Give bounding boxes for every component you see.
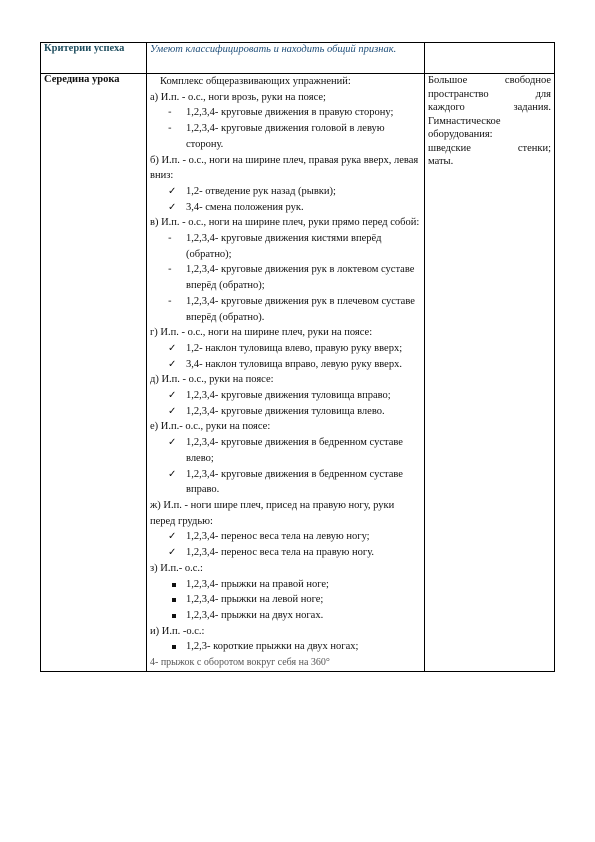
resources-line: Большое свободное	[428, 75, 551, 86]
resources-line: Гимнастическое	[428, 115, 501, 127]
exercise-item	[150, 294, 421, 325]
checkmark-icon: ✓	[168, 358, 177, 370]
lesson-table	[40, 42, 555, 672]
criteria-resources-cell	[425, 43, 555, 74]
exercise-group-title: ж) И.п. - ноги шире плеч, присед на правую ногу, руки перед грудью:	[150, 499, 395, 527]
exercise-item-text: 1,2,3,4- круговые движения головой в левую сторону.	[186, 123, 385, 150]
checkmark-icon: ✓	[168, 468, 177, 480]
square-bullet-icon	[172, 583, 176, 587]
exercise-item-text: 1,2,3- короткие прыжки на двух ногах;	[186, 641, 359, 653]
resources-cell	[425, 74, 555, 672]
resources-line: пространство для	[428, 88, 551, 100]
checkmark-icon: ✓	[168, 201, 177, 213]
exercise-item	[150, 545, 421, 561]
checkmark-icon: ✓	[168, 405, 177, 417]
checkmark-icon: ✓	[168, 390, 177, 402]
exercise-item	[150, 388, 421, 404]
exercise-item	[150, 435, 421, 466]
exercise-item-text: 1,2,3,4- перенос веса тела на правую ногу.	[186, 547, 375, 559]
exercise-item-text: 1,2,3,4- прыжки на левой ноге;	[186, 594, 324, 606]
exercise-item	[150, 262, 421, 293]
exercise-item	[150, 639, 421, 655]
exercise-item	[150, 592, 421, 608]
exercise-item-text: 1,2,3,4- прыжки на правой ноге;	[186, 578, 329, 590]
exercise-item-text: 1,2- наклон туловища влево, правую руку вверх;	[186, 342, 403, 354]
square-bullet-icon	[172, 614, 176, 618]
resources-text	[428, 74, 551, 169]
exercise-item-text: 1,2- отведение рук назад (рывки);	[186, 185, 336, 197]
exercise-item-text: 1,2,3,4- круговые движения в бедренном суставе влево;	[186, 437, 403, 464]
dash-bullet-icon: -	[168, 295, 172, 307]
resources-line: оборудования:	[428, 129, 493, 140]
lesson-middle-label: Середина урока	[41, 74, 147, 672]
exercise-item	[150, 529, 421, 545]
criteria-text: Умеют классифицировать и находить общий признак.	[147, 43, 425, 74]
exercise-group-title: и) И.п. -о.с.:	[150, 625, 205, 637]
exercise-item	[150, 577, 421, 593]
exercise-item-text: 1,2,3,4- круговые движения кистями вперёд (обратно);	[186, 233, 382, 260]
checkmark-icon: ✓	[168, 437, 177, 449]
exercise-item	[150, 357, 421, 373]
exercise-group-title: е) И.п.- о.с., руки на поясе:	[150, 421, 271, 433]
checkmark-icon: ✓	[168, 531, 177, 543]
exercise-group-title: а) И.п. - о.с., ноги врозь, руки на поясе;	[150, 91, 326, 103]
exercise-group-title: в) И.п. - о.с., ноги на ширине плеч, руки прямо перед собой:	[150, 217, 420, 229]
resources-line: маты.	[428, 156, 454, 167]
criteria-label: Критерии успеха	[41, 43, 147, 74]
lesson-middle-row	[41, 74, 555, 672]
exercise-item	[150, 231, 421, 262]
exercise-final: 4- прыжок с оборотом вокруг себя на 360°	[150, 657, 330, 669]
exercise-complex-cell	[147, 74, 425, 672]
exercise-group-title: г) И.п. - о.с., ноги на ширине плеч, руки на поясе:	[150, 327, 373, 339]
square-bullet-icon	[172, 598, 176, 602]
dash-bullet-icon: -	[168, 123, 172, 135]
exercise-item-text: 1,2,3,4- круговые движения в правую сторону;	[186, 107, 394, 119]
exercise-groups	[150, 90, 421, 655]
exercise-item-text: 3,4- наклон туловища вправо, левую руку вверх.	[186, 358, 402, 370]
exercise-item	[150, 121, 421, 152]
exercise-item	[150, 200, 421, 216]
resources-line: шведские стенки;	[428, 142, 551, 154]
exercise-item	[150, 608, 421, 624]
exercise-item	[150, 105, 421, 121]
square-bullet-icon	[172, 645, 176, 649]
exercise-item-text: 1,2,3,4- круговые движения туловища влево.	[186, 405, 385, 417]
checkmark-icon: ✓	[168, 342, 177, 354]
checkmark-icon: ✓	[168, 547, 177, 559]
exercise-intro: Комплекс общеразвивающих упражнений:	[160, 76, 351, 87]
resources-line: каждого задания.	[428, 102, 551, 113]
exercise-item	[150, 341, 421, 357]
exercise-group-title: д) И.п. - о.с., руки на поясе:	[150, 374, 274, 386]
exercise-group-title: з) И.п.- о.с.:	[150, 562, 203, 574]
exercise-item-text: 1,2,3,4- прыжки на двух ногах.	[186, 609, 324, 621]
exercise-item	[150, 467, 421, 498]
dash-bullet-icon: -	[168, 264, 172, 276]
exercise-item	[150, 404, 421, 420]
exercise-item-text: 1,2,3,4- круговые движения в бедренном суставе вправо.	[186, 468, 403, 496]
checkmark-icon: ✓	[168, 185, 177, 197]
criteria-row	[41, 43, 555, 74]
exercise-item-text: 1,2,3,4- круговые движения рук в локтевом суставе вперёд (обратно);	[186, 264, 415, 292]
exercise-item-text: 3,4- смена положения рук.	[186, 201, 304, 213]
exercise-item-text: 1,2,3,4- круговые движения туловища вправо;	[186, 390, 391, 402]
dash-bullet-icon: -	[168, 233, 172, 245]
exercise-item-text: 1,2,3,4- перенос веса тела на левую ногу;	[186, 531, 370, 543]
exercise-item-text: 1,2,3,4- круговые движения рук в плечевом суставе вперёд (обратно).	[186, 295, 415, 323]
exercise-group-title: б) И.п. - о.с., ноги на ширине плеч, правая рука вверх, левая вниз:	[150, 154, 419, 182]
exercise-item	[150, 184, 421, 200]
dash-bullet-icon: -	[168, 107, 172, 119]
